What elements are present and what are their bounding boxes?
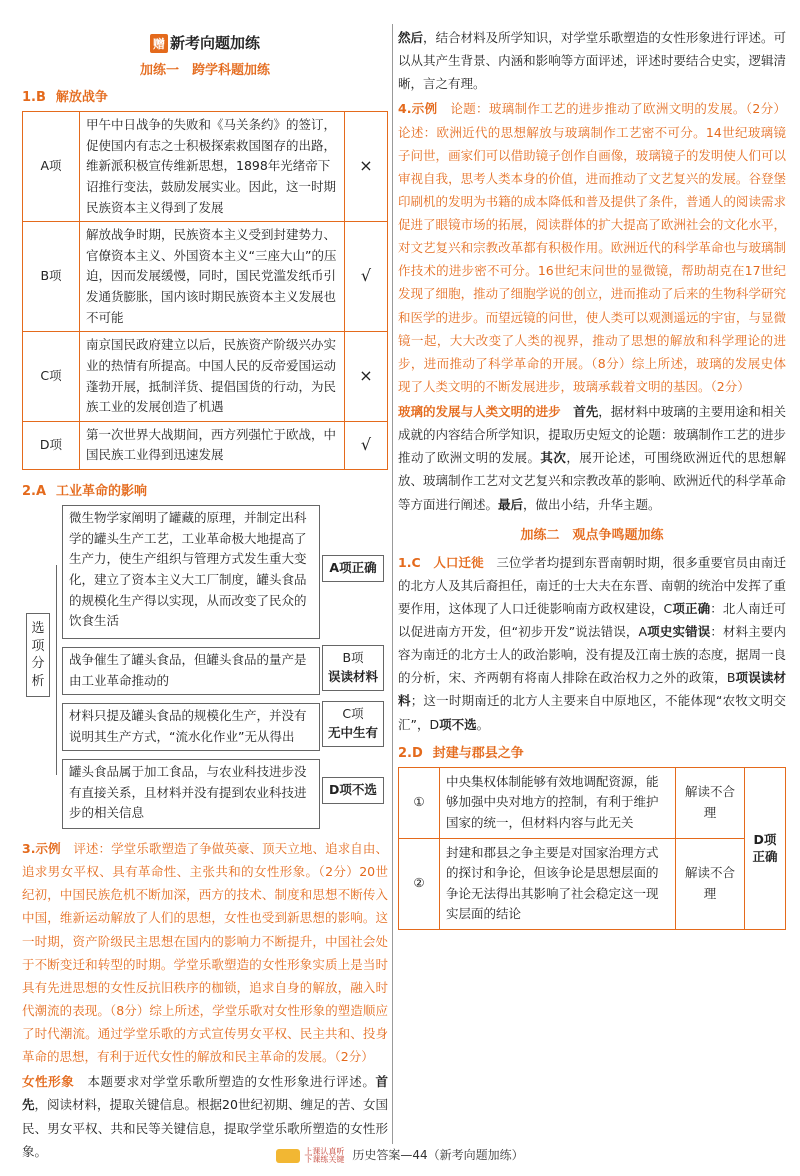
check-mark-icon: √ <box>345 222 388 332</box>
section-title-1: 加练一 跨学科题加练 <box>139 63 270 78</box>
table-row: C项 南京国民政府建立以后，民族资产阶级兴办实业的热情有所提高。中国人民的反帝爱国运动蓬勃开展，抵制洋货、提倡国货的行动，为民族工业的发展创造了机遇 × <box>23 332 388 422</box>
q6-heading: 2.D 封建与郡县之争 <box>398 745 524 761</box>
bracket-line <box>56 565 57 775</box>
analysis-box: 战争催生了罐头食品，但罐头食品的量产是由工业革命推动的 <box>62 647 320 695</box>
q5-answer: 1.C 人口迁徙 三位学者均提到东晋南朝时期，很多重要官员由南迁的北方人及其后裔担任，南迁的士大夫在东晋、南朝的统治中发挥了重要作用，这体现了人口迁徙影响南方政权建设，C项正确：北人南迁可以促进南方开发，但“初步开发”说法错误，A项史实错误：材料主要内容为南迁的北方士人的政治影响，没有提及江南士族的态度，据周一良的分析，宋、齐两朝有将南人排除在政治权力之外的政策，B项误读材料；这一时期南迁的北方人主要来自中原地区，不能体现“农牧文明交汇”，D项不选。 <box>398 554 786 732</box>
page-footer <box>0 1146 800 1164</box>
table-row: A项 甲午中日战争的失败和《马关条约》的签订，促使国内有志之士积极探索救国图存的出路，维新派积极宣传维新思想，1898年光绪帝下诏推行变法，鼓励发展实业。因此，这一时期民族资本主义得到了发展 × <box>23 112 388 222</box>
table-row: ① 中央集权体制能够有效地调配资源，能够加强中央对地方的控制，有利于维护国家的统一，但材料内容与此无关 解读不合理 D项正确 <box>399 767 786 838</box>
table-row: B项 解放战争时期，民族资本主义受到封建势力、官僚资本主义、外国资本主义“三座大山”的压迫，因而发展缓慢，同时，国民党滥发纸币引发通货膨胀，国内该时期民族资本主义发展也不可能 √ <box>23 222 388 332</box>
brand-slogan: 上课认真听 下课练关键 <box>304 1146 345 1164</box>
table-row: D项 第一次世界大战期间，西方列强忙于欧战，中国民族工业得到迅速发展 √ <box>23 421 388 469</box>
page-number: 历史答案—44（新考向题加练） <box>352 1148 524 1162</box>
verdict-tag: A项正确 <box>322 555 384 582</box>
answer-cell: D项正确 <box>745 767 786 929</box>
option-analysis-label: 选项分析 <box>26 613 50 697</box>
analysis-box: 材料只提及罐头食品的规模化生产，并没有说明其生产方式，“流水化作业”无从得出 <box>62 703 320 751</box>
q2-heading: 2.A 工业革命的影响 <box>22 484 148 499</box>
table-row: ② 封建和郡县之争主要是对国家治理方式的探讨和争论，但该争论是思想层面的争论无法得出其影响了社会稳定这一现实层面的结论 解读不合理 <box>399 838 786 930</box>
q6-table <box>398 767 786 930</box>
q3-answer: 3.示例 评述：学堂乐歌塑造了争做英豪、顶天立地、追求自由、追求男女平权、具有革命性、主张共和的女性形象。（2分）20世纪初，中国民族危机不断加深，西方的技术、制度和思想不断传入中国，维新运动解放了人们的思想，女性也受到新思想的影响。这一时期，资产阶级民主思想在国内的影响力不断提升，中国社会处于不断变迁和转型的时期。学堂乐歌塑造的女性形象实质上是当时具有先进思想的女性反抗旧秩序的枷锁，追求自身的解放，融入时代潮流的表现。（8分）综上所述，学堂乐歌对女性形象的塑造顺应了时代潮流。通过学堂乐歌的方式宣传男女平权、民主共和、投身革命的思想，有利于近代女性的解放和民主革命的发展。（2分） <box>22 841 388 1065</box>
q4-answer: 4.示例 论题：玻璃制作工艺的进步推动了欧洲文明的发展。（2分）论述：欧洲近代的思想解放与玻璃制作工艺密不可分。14世纪玻璃镜子问世，画家们可以借助镜子创作自画像，玻璃镜子的发明使人们可以审视自我，思考人类本身的价值，进而推动了文艺复兴的发展。谷登堡印刷机的发明为书籍的成本降低和普及提供了条件，普通人的阅读需求促进了眼镜市场的拓展，阅读群体的扩大提高了欧洲社会的文化水平，对文艺复兴和宗教改革都有积极作用。欧洲近代的科学革命也与玻璃制作技术的进步密不可分。16世纪末问世的显微镜，帮助胡克在17世纪发现了细胞，推动了细胞学说的创立，进而推动了后来的生物科学研究和医学的进步。而望远镜的问世，使人类可以观测遥远的宇宙，与显微镜一起，大大改变了人类的视界，推动了思想的解放和科学理论的进步，进而推动了科学革命的开展。（8分）综上所述，玻璃的发展史体现了人类文明的不断发展进步，玻璃承载着文明的基因。（2分） <box>398 101 786 394</box>
analysis-box: 罐头食品属于加工食品，与农业科技进步没有直接关系，且材料并没有提到农业科技进步的相关信息 <box>62 759 320 829</box>
q1-table <box>22 111 388 470</box>
q3-tip-continued: 然后，结合材料及所学知识，对学堂乐歌塑造的女性形象进行评述。可以从其产生背景、内涵和影响等方面评述，评述时要结合史实，逻辑清晰，言之有理。 <box>398 30 786 92</box>
verdict-tag: D项不选 <box>322 777 384 804</box>
q4-tip: 玻璃的发展与人类文明的进步 首先，据材料中玻璃的主要用途和相关成就的内容结合所学知识，提取历史短文的论题：玻璃制作工艺的进步推动了欧洲文明的发展。其次，展开论述，可围绕欧洲近代的思想解放、玻璃制作工艺对文艺复兴和宗教改革的影响、欧洲近代的科学革命等方面进行阐述。最后，做出小结，升华主题。 <box>398 404 786 512</box>
right-column <box>398 24 786 930</box>
gift-badge: 赠 <box>150 34 168 53</box>
q2-diagram <box>22 505 388 835</box>
section-title-2: 加练二 观点争鸣题加练 <box>520 527 664 543</box>
left-column <box>22 24 388 1165</box>
check-mark-icon: √ <box>345 421 388 469</box>
wrong-mark-icon: × <box>345 332 388 422</box>
wrong-mark-icon: × <box>345 112 388 222</box>
column-divider <box>392 24 393 1144</box>
brand-logo-icon <box>276 1149 300 1163</box>
q3-tip: 女性形象 本题要求对学堂乐歌所塑造的女性形象进行评述。首先，阅读材料，提取关键信息。根据20世纪初期、缠足的苦、女国民、男女平权、共和民等关键信息，提取学堂乐歌所塑造的女性形象。 <box>22 1074 388 1159</box>
q1-heading: 1.B 解放战争 <box>22 90 108 105</box>
analysis-box: 微生物学家阐明了罐藏的原理，并制定出科学的罐头生产工艺，工业革命极大地提高了生产力，使生产组织与管理方式发生重大变化，建立了资本主义大工厂制度，罐头食品的规模化生产得以实现，从而改变了民众的饮食生活 <box>62 505 320 639</box>
verdict-tag: C项 无中生有 <box>322 701 384 747</box>
verdict-tag: B项 误读材料 <box>322 645 384 691</box>
page-title: 赠 新考向题加练 <box>22 32 388 53</box>
